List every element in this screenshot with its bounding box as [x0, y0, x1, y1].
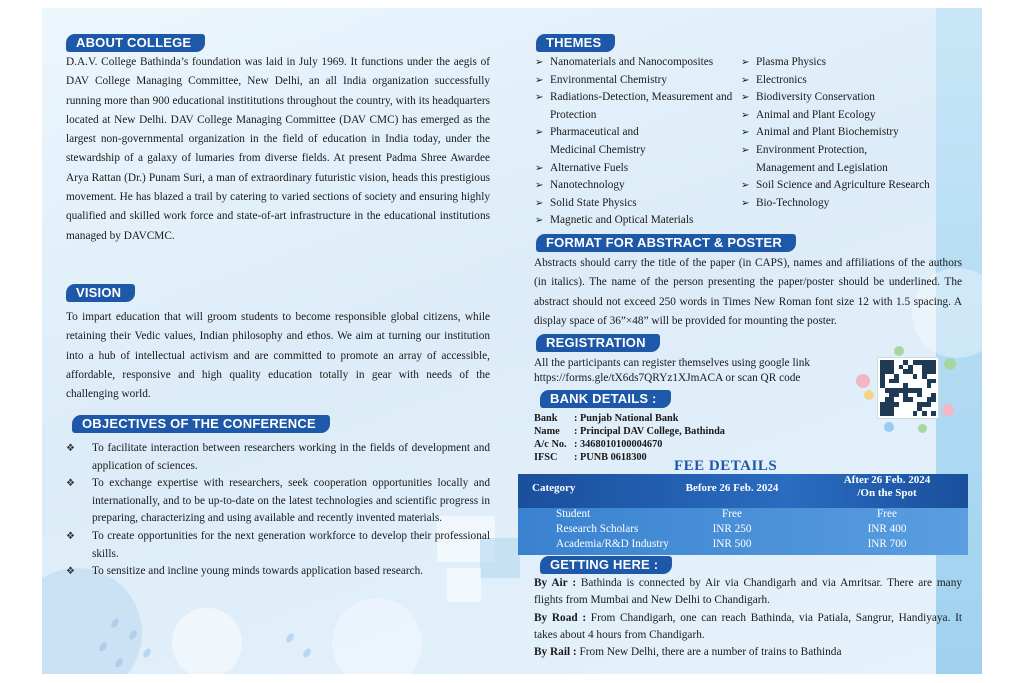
- registration-heading: REGISTRATION: [536, 334, 660, 352]
- themes-column-1: [534, 54, 744, 230]
- diamond-bullet-icon: ❖: [66, 443, 75, 454]
- bank-row: Name : Principal DAV College, Bathinda: [534, 426, 725, 437]
- fee-row-after: INR 700: [867, 538, 907, 550]
- fee-row-category: Research Scholars: [556, 523, 639, 535]
- arrow-bullet-icon: ➢: [741, 57, 750, 68]
- bank-row: IFSC : PUNB 0618300: [534, 452, 647, 463]
- arrow-bullet-icon: ➢: [535, 162, 544, 174]
- getting-rail: By Rail : From New Delhi, there are a number of trains to Bathinda: [534, 646, 842, 658]
- objective-item: ❖ To sensitize and incline young minds towards application based research.: [64, 563, 490, 581]
- qr-code-pattern: [880, 360, 936, 416]
- decor-circle: [172, 608, 242, 674]
- flower-icon: [942, 404, 954, 416]
- objectives-list: [64, 440, 490, 581]
- objective-item: ❖ To create opportunities for the next generation workforce to develop their professional skills.: [66, 529, 490, 560]
- fee-row-after: Free: [877, 508, 897, 520]
- bank-row: A/c No. : 3468010100004670: [534, 439, 663, 450]
- objective-item: ❖ To exchange expertise with researchers, seek cooperation opportunities locally and internationally, and to be up-to-date on the latest technologies and scientific progress in preparing, characterizing and using available and recently invented materials.: [66, 477, 490, 525]
- theme-item: ➢ Environment Protection, Management and Legislation: [741, 143, 888, 174]
- arrow-bullet-icon: ➢: [741, 92, 750, 104]
- fee-header-after-sub: /On the Spot: [857, 487, 917, 499]
- getting-air: By Air : Bathinda is connected by Air via Chandigarh and via Amritsar. There are many flights from Mumbai and New Delhi to Chandigarh.: [534, 577, 962, 606]
- arrow-bullet-icon: ➢: [535, 197, 544, 209]
- arrow-bullet-icon: ➢: [535, 180, 544, 192]
- objective-item: ❖ To facilitate interaction between researchers working in the fields of development and application of sciences.: [66, 442, 490, 472]
- vision-text: To impart education that will groom students to become responsible global citizens, while retaining their Vedic values, Indian philosophy and ethos. We aim at turning our institution into a hub of intellectual activism and are committed to promote an array of accessible, affordable, responsive and high quality education totally in gear with needs of the challenging world.: [66, 311, 490, 401]
- theme-item: ➢ Electronics: [740, 72, 960, 90]
- decor-dot: [285, 632, 296, 644]
- qr-code-area[interactable]: [854, 344, 960, 436]
- theme-item: ➢ Animal and Plant Ecology: [740, 107, 960, 125]
- format-text: Abstracts should carry the title of the paper (in CAPS), names and affiliations of the authors (in italics). The name of the person presenting the paper/poster should be underlined. The abstract should not exceed 250 words in Times New Roman font size 12 with 1.5 spacing. A display space of 36”×48” will be provided for mounting the poster.: [534, 257, 962, 327]
- fee-title: FEE DETAILS: [674, 458, 778, 474]
- flower-icon: [856, 374, 870, 388]
- theme-item: ➢ Plasma Physics: [740, 54, 960, 72]
- theme-item: ➢ Soil Science and Agriculture Research: [740, 177, 960, 195]
- theme-item: ➢ Biodiversity Conservation: [740, 89, 960, 107]
- diamond-bullet-icon: ❖: [66, 530, 75, 542]
- arrow-bullet-icon: ➢: [741, 74, 750, 86]
- decor-circle: [332, 598, 422, 674]
- theme-item: ➢ Solid State Physics: [534, 195, 744, 213]
- leaf-icon: [894, 346, 904, 356]
- arrow-bullet-icon: ➢: [535, 215, 544, 227]
- theme-item: ➢ Nanotechnology: [534, 177, 744, 195]
- bank-heading: BANK DETAILS :: [540, 390, 671, 408]
- fee-row-category: Academia/R&D Industry: [556, 538, 669, 550]
- getting-road: By Road : From Chandigarh, one can reach Bathinda, via Patiala, Sangrur, Handiyaya. It takes about 4 hours from Chandigarh.: [534, 612, 962, 641]
- fee-row-category: Student: [556, 508, 591, 520]
- diamond-bullet-icon: ❖: [66, 478, 75, 490]
- fee-row-before: INR 250: [712, 523, 752, 535]
- arrow-bullet-icon: ➢: [741, 180, 750, 192]
- fee-header-category: Category: [532, 482, 576, 494]
- decor-dot: [302, 647, 313, 659]
- fee-row-before: Free: [722, 508, 742, 520]
- arrow-bullet-icon: ➢: [741, 197, 750, 209]
- fee-row-after: INR 400: [867, 523, 907, 535]
- brochure-page: [42, 8, 982, 674]
- objectives-heading: OBJECTIVES OF THE CONFERENCE: [72, 415, 330, 433]
- arrow-bullet-icon: ➢: [741, 127, 750, 139]
- diamond-bullet-icon: ❖: [66, 566, 75, 578]
- theme-item: ➢ Radiations-Detection, Measurement and Protection: [535, 91, 733, 121]
- registration-line: All the participants can register themselves using google link: [534, 357, 811, 369]
- theme-item: ➢ Alternative Fuels: [534, 160, 744, 178]
- theme-item: ➢ Nanomaterials and Nanocomposites: [534, 54, 744, 72]
- arrow-bullet-icon: ➢: [741, 109, 750, 121]
- about-heading: ABOUT COLLEGE: [66, 34, 205, 52]
- theme-item: ➢ Bio-Technology: [740, 195, 960, 213]
- flower-icon: [864, 390, 874, 400]
- arrow-bullet-icon: ➢: [535, 127, 544, 139]
- theme-item: ➢ Environmental Chemistry: [534, 72, 744, 90]
- theme-item: ➢ Animal and Plant Biochemistry: [740, 124, 960, 142]
- fee-header-after: After 26 Feb. 2024: [843, 474, 931, 486]
- about-text: D.A.V. College Bathinda’s foundation was laid in July 1969. It functions under the aegis of DAV College Managing Committee, New Delhi, an all India organization successfully running more than 900 educational instititutions throughout the country, with its headquarters located at New Delhi. DAV College Managing Committee (DAV CMC) has emerged as the largest non-governmental organization in the field of education in India today, under the stewardship of a galaxy of lumaries from diverse fields. At present Padma Shree Awardee Arya Rattan (Dr.) Punam Suri, a man of extraordinary futuristic vision, heads this prestigious movement. He has blazed a trail by catering to varied sections of society and ensuring highly qualified and skilled work force and state-of-art infrastructure in the educational institutions managed by DAVCMC.: [66, 56, 490, 242]
- bank-row: Bank : Punjab National Bank: [534, 413, 679, 424]
- format-heading: FORMAT FOR ABSTRACT & POSTER: [536, 234, 796, 252]
- arrow-bullet-icon: ➢: [535, 57, 544, 68]
- arrow-bullet-icon: ➢: [535, 92, 544, 104]
- registration-link[interactable]: https://forms.gle/tX6ds7QRYz1XJmACA or scan QR code: [534, 372, 801, 384]
- arrow-bullet-icon: ➢: [535, 74, 544, 86]
- theme-item: ➢ Magnetic and Optical Materials: [534, 212, 744, 230]
- fee-header-before: Before 26 Feb. 2024: [685, 482, 779, 494]
- fee-row-before: INR 500: [712, 538, 752, 550]
- themes-column-2: [740, 54, 960, 212]
- leaf-icon: [918, 424, 927, 433]
- arrow-bullet-icon: ➢: [741, 144, 750, 156]
- getting-heading: GETTING HERE :: [540, 556, 672, 574]
- themes-heading: THEMES: [536, 34, 615, 52]
- leaf-icon: [944, 358, 956, 370]
- vision-heading: VISION: [66, 284, 135, 302]
- decor-dot: [142, 647, 153, 659]
- decor-circle: [42, 568, 142, 674]
- flower-icon: [884, 422, 894, 432]
- qr-code-icon[interactable]: [878, 358, 938, 418]
- theme-item: ➢ Pharmaceutical and Medicinal Chemistry: [535, 126, 646, 156]
